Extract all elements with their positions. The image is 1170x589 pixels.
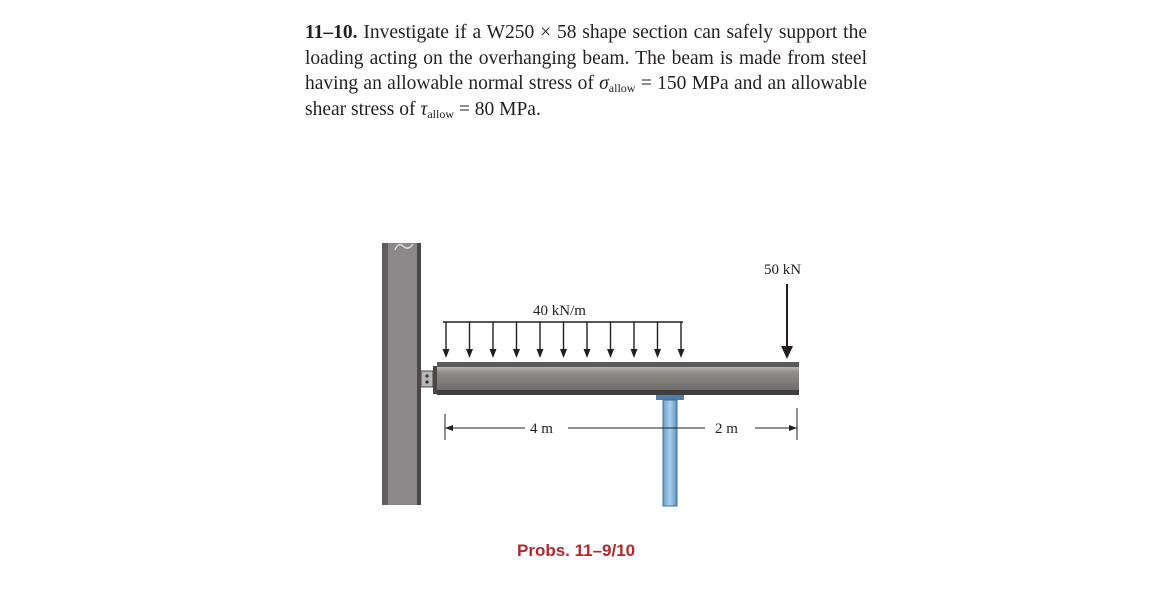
load-arrowhead bbox=[678, 349, 685, 358]
load-arrowhead bbox=[654, 349, 661, 358]
dim-left-label: 4 m bbox=[530, 421, 553, 437]
wall bbox=[382, 243, 421, 505]
load-arrowhead bbox=[466, 349, 473, 358]
figure-caption: Probs. 11–9/10 bbox=[517, 541, 636, 560]
distributed-load-label: 40 kN/m bbox=[533, 303, 586, 319]
load-arrowhead bbox=[607, 349, 614, 358]
sigma-symbol: σ bbox=[599, 73, 609, 94]
load-arrowhead bbox=[443, 349, 450, 358]
load-arrowhead bbox=[560, 349, 567, 358]
load-arrowhead bbox=[537, 349, 544, 358]
point-load-arrowhead bbox=[781, 346, 793, 359]
problem-number: 11–10. bbox=[305, 22, 358, 43]
dimensions bbox=[445, 408, 797, 440]
beam bbox=[437, 362, 799, 395]
tau-subscript: allow bbox=[427, 106, 454, 121]
column-support bbox=[656, 395, 684, 506]
distributed-load bbox=[443, 303, 685, 358]
sigma-value: = 150 MPa and an allowable shear stress of bbox=[305, 73, 867, 120]
tau-value: = 80 MPa. bbox=[454, 98, 541, 120]
sigma-subscript: allow bbox=[608, 81, 636, 95]
load-arrowhead bbox=[513, 349, 520, 358]
point-load bbox=[764, 262, 801, 359]
load-arrows bbox=[443, 322, 685, 358]
load-arrowhead bbox=[490, 349, 497, 358]
load-arrowhead bbox=[631, 349, 638, 358]
tau-symbol: τ bbox=[420, 98, 428, 120]
point-load-label: 50 kN bbox=[764, 262, 802, 278]
dim-right-label: 2 m bbox=[715, 421, 738, 437]
load-arrowhead bbox=[584, 349, 591, 358]
wall-bracket bbox=[421, 366, 437, 394]
problem-text-1: Investigate if a W250 × 58 shape section can safely support the loading acting on the overhanging beam. The beam is made from steel having an allowable normal stress of bbox=[305, 22, 867, 94]
